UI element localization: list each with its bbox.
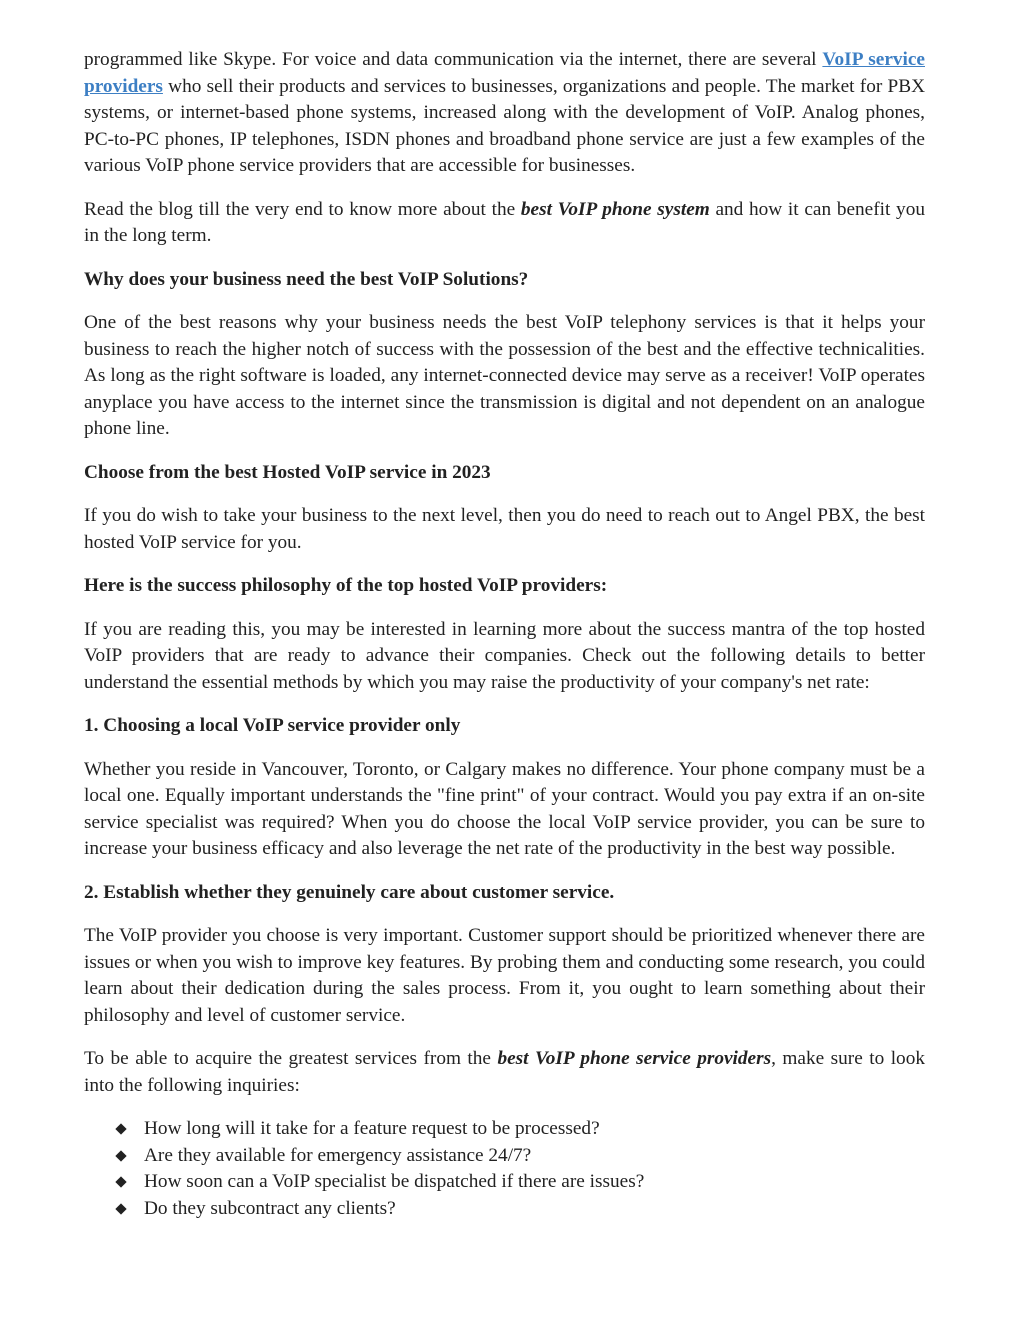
success-philosophy-heading: Here is the success philosophy of the top hosted VoIP providers: [84,575,608,596]
diamond-bullet-icon [115,1123,126,1134]
read-blog-text-start: Read the blog till the very end to know more about the [84,198,521,220]
choose-hosted-paragraph: If you do wish to take your business to the next level, then you do need to reach out to Angel PBX, the best hosted VoIP service for you. [84,505,925,553]
why-business-paragraph: One of the best reasons why your business needs the best VoIP telephony services is that it helps your business to reach the higher notch of success with the possession of the best and the effective technicalities. As long as the right software is loaded, any internet-connected device may serve as a receiver! VoIP operates anyplace you have access to the internet since the transmission is digital and not dependent on an analogue phone line. [84,312,925,439]
customer-service-paragraph: The VoIP provider you choose is very important. Customer support should be prioritized whenever there are issues or when you wish to improve key features. By probing them and conducting some research, you could learn about their dedication during the sales process. From it, you ought to learn something about their philosophy and level of customer service. [84,925,925,1026]
list-item [114,1143,925,1170]
list-item [114,1169,925,1196]
read-blog-text-end: and how it can benefit you in the long term. [84,198,925,246]
inquiries-list [84,1116,925,1222]
intro-text-start: programmed like Skype. For voice and data communication via the internet, there are several [84,49,823,70]
list-item [114,1196,925,1223]
document-page [84,47,925,1222]
inquiries-text-start: To be able to acquire the greatest services from the [84,1048,498,1069]
intro-text-end: who sell their products and services to businesses, organizations and people. The market for PBX systems, or internet-based phone systems, increased along with the development of VoIP. Analog phones, PC-to-PC phones, IP telephones, ISDN phones and broadband phone service are just a few examples of the various VoIP phone service providers that are accessible for businesses. [84,75,925,176]
inquiries-text-end: , make sure to look into the following inquiries: [84,1048,925,1096]
list-item-text: How long will it take for a feature request to be processed? [144,1118,600,1139]
why-business-heading: Why does your business need the best VoIP Solutions? [84,268,529,290]
list-item-text: Do they subcontract any clients? [144,1197,396,1219]
local-provider-paragraph: Whether you reside in Vancouver, Toronto, or Calgary makes no difference. Your phone company must be a local one. Equally important understands the "fine print" of your contract. Would you pay extra if an on-site service specialist was required? When you do choose the local VoIP service provider, you can be sure to increase your business efficacy and also leverage the net rate of the productivity in the best way possible. [84,758,925,859]
diamond-bullet-icon [115,1203,126,1214]
list-item [114,1116,925,1143]
diamond-bullet-icon [115,1176,126,1187]
success-philosophy-paragraph: If you are reading this, you may be interested in learning more about the success mantra of the top hosted VoIP providers that are ready to advance their companies. Check out the following details to better understand the essential methods by which you may raise the productivity of your company's net rate: [84,618,925,693]
choose-hosted-heading: Choose from the best Hosted VoIP service in 2023 [84,461,491,483]
list-item-text: Are they available for emergency assistance 24/7? [144,1144,532,1166]
best-voip-phone-system-emphasis: best VoIP phone system [520,198,710,220]
diamond-bullet-icon [115,1150,126,1161]
customer-service-heading: 2. Establish whether they genuinely care about customer service. [84,881,615,903]
inquiries-paragraph [84,1046,925,1099]
list-item-text: How soon can a VoIP specialist be dispatched if there are issues? [144,1171,645,1192]
voip-service-providers-link[interactable]: VoIP service providers [84,49,925,97]
intro-paragraph [84,47,925,180]
read-blog-paragraph [84,197,925,250]
best-voip-phone-service-providers-emphasis: best VoIP phone service providers [497,1048,772,1069]
local-provider-heading: 1. Choosing a local VoIP service provider only [84,715,461,736]
